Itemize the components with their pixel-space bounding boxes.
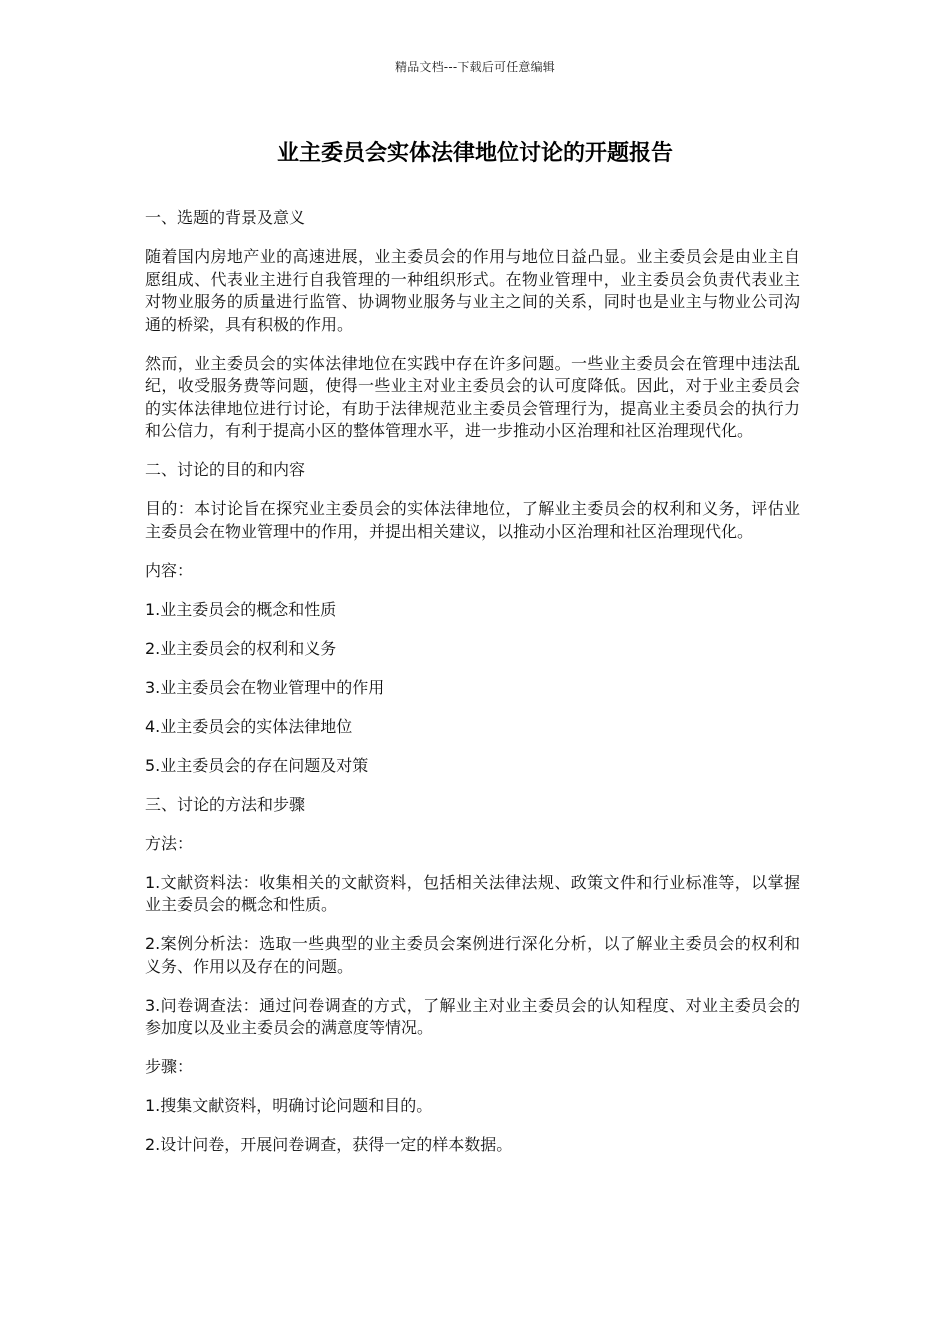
paragraph-background-1: 随着国内房地产业的高速进展，业主委员会的作用与地位日益凸显。业主委员会是由业主自愿组成、代表业主进行自我管理的一种组织形式。在物业管理中，业主委员会负责代表业主对物业服务的质量进行监管、协调物业服务与业主之间的关系，同时也是业主与物业公司沟通的桥梁，具有积极的作用。 xyxy=(145,247,800,334)
content-item-3: 3.业主委员会在物业管理中的作用 xyxy=(145,677,385,697)
step-item-1: 1.搜集文献资料，明确讨论问题和目的。 xyxy=(145,1096,433,1115)
document-title: 业主委员会实体法律地位讨论的开题报告 xyxy=(276,141,673,166)
content-item-2: 2.业主委员会的权利和义务 xyxy=(145,638,337,658)
steps-label: 步骤： xyxy=(145,1057,194,1076)
content-item-5: 5.业主委员会的存在问题及对策 xyxy=(145,755,369,775)
content-label: 内容： xyxy=(145,560,194,580)
method-item-3: 3.问卷调查法：通过问卷调查的方式，了解业主对业主委员会的认知程度、对业主委员会的参加度以及业主委员会的满意度等情况。 xyxy=(145,995,800,1037)
method-item-2: 2.案例分析法：选取一些典型的业主委员会案例进行深化分析，以了解业主委员会的权利和义务、作用以及存在的问题。 xyxy=(145,934,800,976)
section-heading-background: 一、选题的背景及意义 xyxy=(145,208,306,227)
content-item-1: 1.业主委员会的概念和性质 xyxy=(145,599,337,619)
methods-label: 方法： xyxy=(145,833,194,853)
method-item-1: 1.文献资料法：收集相关的文献资料，包括相关法律法规、政策文件和行业标准等，以掌握业主委员会的概念和性质。 xyxy=(145,872,800,914)
document-body xyxy=(145,207,800,1173)
running-header: 精品文档---下载后可任意编辑 xyxy=(395,60,555,74)
paragraph-background-2: 然而，业主委员会的实体法律地位在实践中存在许多问题。一些业主委员会在管理中违法乱纪，收受服务费等问题，使得一些业主对业主委员会的认可度降低。因此，对于业主委员会的实体法律地位进行讨论，有助于法律规范业主委员会管理行为，提高业主委员会的执行力和公信力，有利于提高小区的整体管理水平，进一步推动小区治理和社区治理现代化。 xyxy=(145,353,800,440)
section-heading-methods: 三、讨论的方法和步骤 xyxy=(145,794,306,814)
step-item-2: 2.设计问卷，开展问卷调查，获得一定的样本数据。 xyxy=(145,1135,513,1154)
section-heading-purpose: 二、讨论的目的和内容 xyxy=(145,460,306,479)
paragraph-purpose: 目的：本讨论旨在探究业主委员会的实体法律地位，了解业主委员会的权利和义务，评估业主委员会在物业管理中的作用，并提出相关建议，以推动小区治理和社区治理现代化。 xyxy=(145,499,800,541)
content-item-4: 4.业主委员会的实体法律地位 xyxy=(145,716,353,736)
